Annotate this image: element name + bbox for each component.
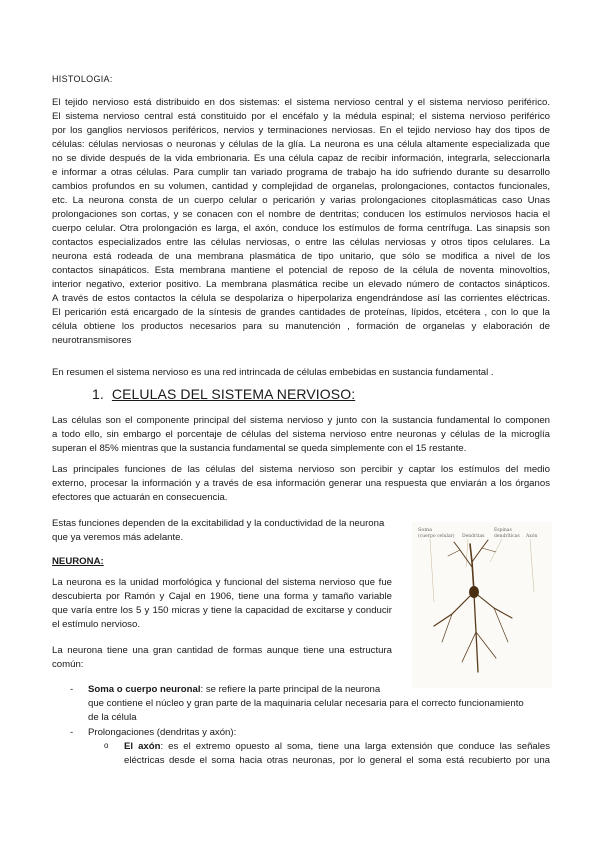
figure-label-espinas-sub: dendríticas [494,534,520,539]
paragraph-line: que ya veremos más adelante. [52,532,184,543]
figure-label-dendritas: Dendritas [462,534,485,539]
figure-label-espinas: Espinas [494,528,512,533]
intro-line: cambios profundos en su volumen, cantidad y complejidad de organelas, prolongaciones, contactos funcionales, [52,181,550,192]
section-title-text: CELULAS DEL SISTEMA NERVIOSO: [111,386,356,402]
intro-line: El pericarión está encargado de la síntesis de grandes cantidades de proteínas, lípidos, etcétera , con lo que la [52,307,550,318]
intro-line: etc. La neurona consta de un cuerpo celular o pericarión y varias prolongaciones citoplasmáticas caso Unas [52,195,550,206]
paragraph-line: común: [52,659,84,670]
list-dash: - [70,684,74,695]
intro-line: célula obtiene los productos necesarios para su manutención , formación de organelas y elaboración de [52,321,550,332]
list-dash: - [70,727,74,738]
neuron-illustration [412,522,552,688]
list-item [88,683,398,697]
intro-line: A través de estos contactos la célula se despolariza o hiperpolariza engendrándose así las corrientes eléctricas. [52,293,550,304]
sublist-item-bold: El axón [124,741,161,752]
section-number: 1. [92,386,104,402]
intro-line: cuerpo celular. Otra prolongación es larga, el axón, conduce los estímulos de forma centrífuga. Las sinapsis son [52,223,550,234]
figure-label-soma-sub: (cuerpo celular) [418,534,455,539]
summary-paragraph: En resumen el sistema nervioso es una red intrincada de células embebidas en sustancia fundamental . [52,367,494,378]
paragraph-line: efectores que actuarán en consecuencia. [52,492,228,503]
paragraph-line: a todo ello, sin embargo el porcentaje de células del sistema nervioso entre neuronas y células de la microglía [52,429,550,440]
intro-line: El sistema nervioso central está constituido por el encéfalo y la médula espinal; el sistema nervioso periférico [52,111,550,122]
intro-line: prolongaciones son cortas, y se conacen con el nombre de dentritas; conducen los estímulos nerviosos hacia el [52,209,550,220]
figure-background [412,522,552,688]
figure-label-axon: Axón [526,534,538,539]
paragraph-line: La neurona es la unidad morfológica y funcional del sistema nervioso que fue [52,577,392,588]
paragraph-line: que varía entre los 5 y 150 micras y tiene la capacidad de excitarse y conducir [52,605,392,616]
intro-line: neurotransmisores [52,335,132,346]
intro-line: e informar a otras células. Para cumplir tan variado programa de trabajo ha ido sufriendo durante su desarrollo [52,167,550,178]
list-item-text: : se refiere la parte principal de la neurona [200,684,381,695]
sublist-bullet: o [104,741,109,750]
intro-line: neurona está rodeada de una membrana plasmática de tipo unitario, que sólo se modifica a nivel de los [52,251,550,262]
sublist-item-continued: eléctricas desde el soma hacia otras neuronas, por lo general el soma está recubierto por una [124,755,550,766]
section-title [92,386,355,402]
figure-label-soma: Soma [418,527,433,533]
paragraph-line: La neurona tiene una gran cantidad de formas aunque tiene una estructura [52,645,392,656]
paragraph-line: el estímulo nervioso. [52,619,140,630]
document-heading: HISTOLOGIA: [52,74,113,84]
intro-line: contactos especializados entre las células nerviosas, o entre las células nerviosas y otros tipos celulares. La [52,237,550,248]
list-item-continued: de la célula [88,712,137,723]
paragraph-line: externo, procesar la información y a través de esa información generar una respuesta que enviarán a los órganos [52,478,550,489]
intro-line: por los ganglios nerviosos periféricos, nervios y terminaciones nerviosas. En el tejido nervioso hay dos tipos de [52,125,550,136]
sublist-item-text: : es el extremo opuesto al soma, tiene una larga extensión que conduce las señales [160,741,550,752]
paragraph-line: superan el 85% mientras que la sustancia fundamental se queda simplemente con el 15 restante. [52,443,467,454]
intro-line: El tejido nervioso está distribuido en dos sistemas: el sistema nervioso central y el sistema nervioso periférico. [52,97,550,108]
paragraph-line: descubierta por Ramón y Cajal en 1906, tiene una forma y tamaño variable [52,591,392,602]
paragraph-line: Las principales funciones de las células del sistema nervioso son percibir y captar los estímulos del medio [52,464,550,475]
list-item-bold: Soma o cuerpo neuronal [88,684,201,695]
intro-line: células: células nerviosas o neuronas y células de la glía. La neurona es una célula altamente especializada que [52,139,550,150]
intro-line: interior negativo, exterior positivo. La membrana plasmática recibe un elevado número de contactos sinápticos. [52,279,550,290]
neurona-subheading: NEURONA: [52,556,104,567]
list-item: Prolongaciones (dendritas y axón): [88,727,237,738]
paragraph-line: Estas funciones dependen de la excitabilidad y la conductividad de la neurona [52,518,385,529]
sublist-item [124,740,550,754]
list-item-continued: que contiene el núcleo y gran parte de la maquinaria celular necesaria para el correcto funcionamiento [88,698,524,709]
intro-line: no se divide después de la vida embrionaria. Es una célula capaz de recibir información, integrarla, seleccionarla [52,153,550,164]
neuron-soma [469,586,479,598]
paragraph-line: Las células son el componente principal del sistema nervioso y junto con la sustancia fundamental lo componen [52,415,550,426]
intro-line: contactos sinapáticos. Esta membrana mantiene el potencial de reposo de la célula de noventa minovoltios, [52,265,550,276]
